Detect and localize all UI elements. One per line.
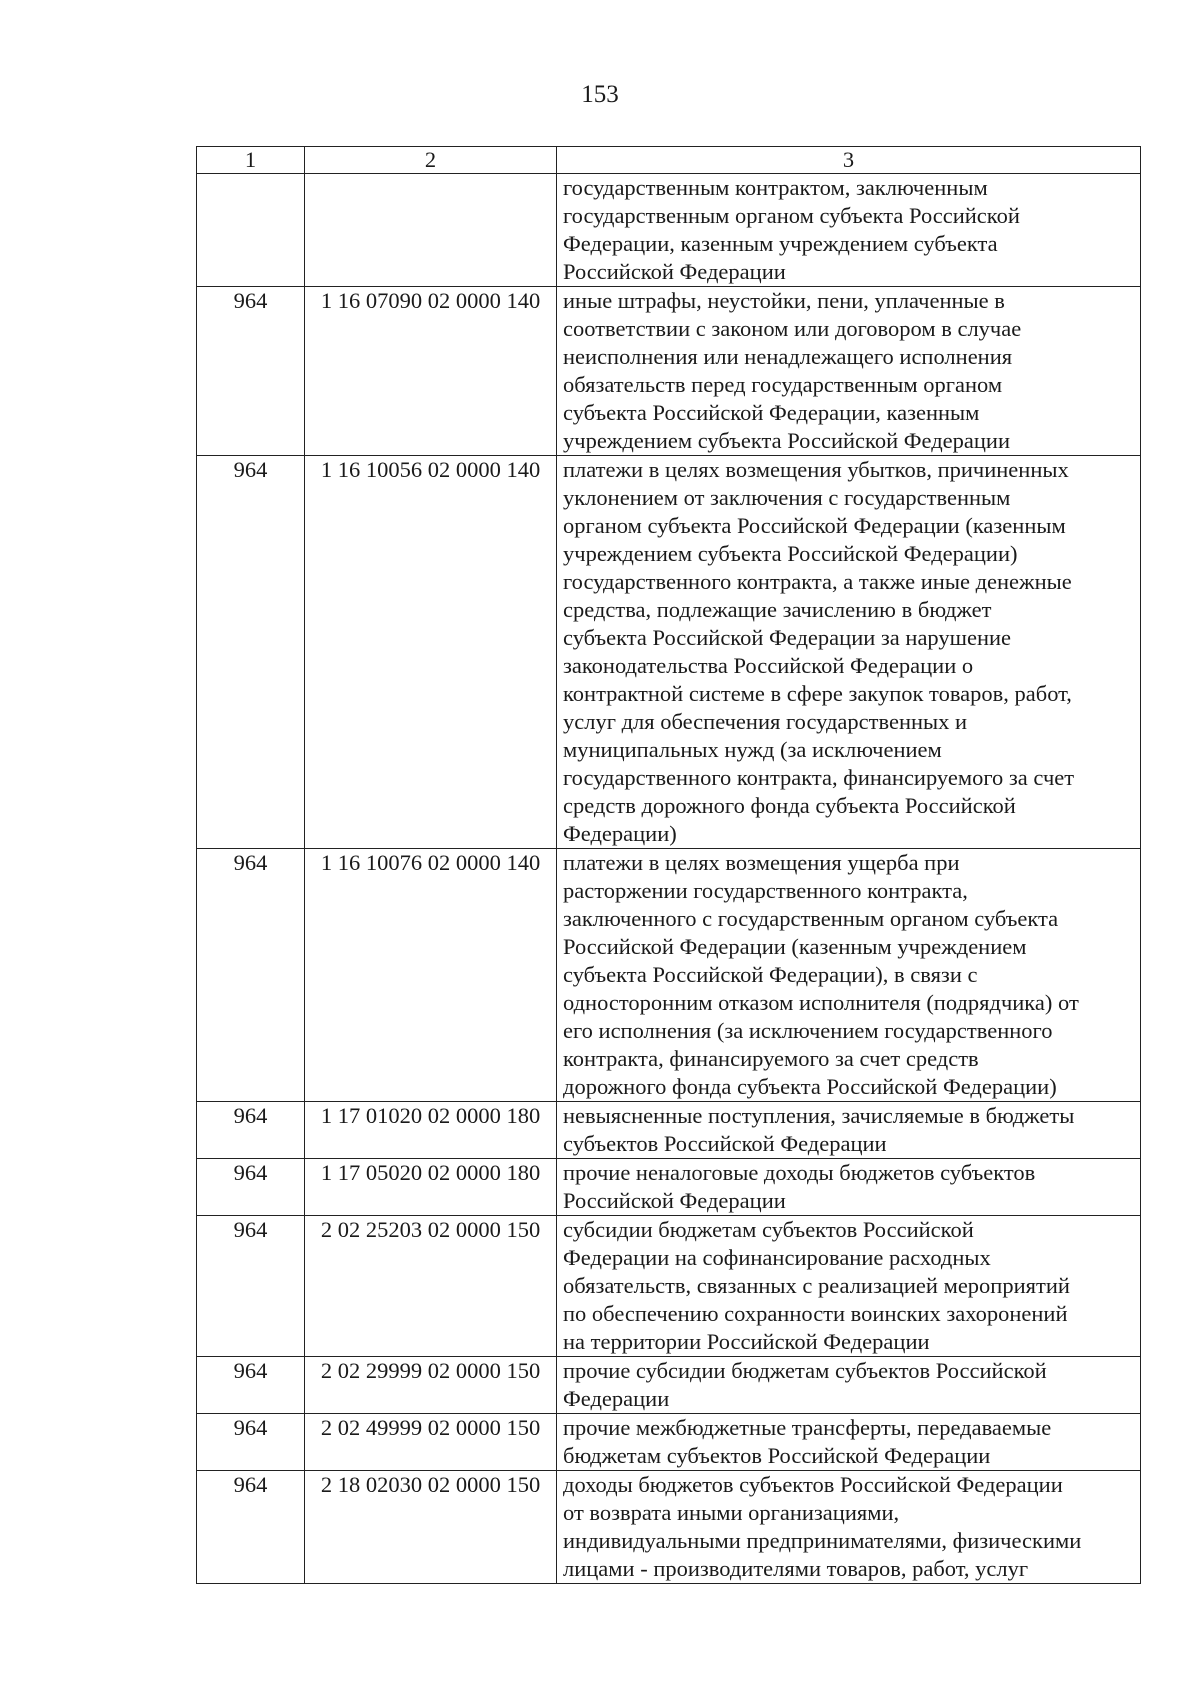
admin-code-cell: 964 xyxy=(197,849,305,1102)
description-line: государственным контрактом, заключенным xyxy=(563,175,988,200)
description-line: субъекта Российской Федерации за нарушение xyxy=(563,625,1012,650)
description-line: бюджетам субъектов Российской Федерации xyxy=(563,1443,991,1468)
description-line: прочие межбюджетные трансферты, передаваемые xyxy=(563,1415,1052,1440)
description-line: индивидуальными предпринимателями, физическими xyxy=(563,1528,1082,1553)
description-line: Российской Федерации (казенным учреждением xyxy=(563,934,1027,959)
header-col-3: 3 xyxy=(557,147,1141,174)
description-cell xyxy=(557,1357,1141,1414)
page-number: 153 xyxy=(581,81,619,108)
table-row xyxy=(197,174,1141,287)
description-line: Российской Федерации xyxy=(563,259,786,284)
description-cell xyxy=(557,1471,1141,1584)
description-cell xyxy=(557,174,1141,287)
description-line: Российской Федерации xyxy=(563,1188,786,1213)
table-row xyxy=(197,1102,1141,1159)
budget-code-cell: 1 16 10076 02 0000 140 xyxy=(305,849,557,1102)
header-col-1: 1 xyxy=(197,147,305,174)
budget-code-cell: 2 18 02030 02 0000 150 xyxy=(305,1471,557,1584)
description-line: учреждением субъекта Российской Федерации xyxy=(563,428,1010,453)
description-cell xyxy=(557,1414,1141,1471)
description-line: заключенного с государственным органом субъекта xyxy=(563,906,1059,931)
budget-code-cell: 1 16 07090 02 0000 140 xyxy=(305,287,557,456)
description-line: государственным органом субъекта Российской xyxy=(563,203,1020,228)
budget-code-cell: 1 17 05020 02 0000 180 xyxy=(305,1159,557,1216)
description-cell xyxy=(557,287,1141,456)
admin-code-cell: 964 xyxy=(197,1159,305,1216)
description-line: дорожного фонда субъекта Российской Федерации) xyxy=(563,1074,1057,1099)
admin-code-cell: 964 xyxy=(197,456,305,849)
description-line: доходы бюджетов субъектов Российской Федерации xyxy=(563,1472,1063,1497)
description-cell xyxy=(557,1216,1141,1357)
table-row xyxy=(197,1357,1141,1414)
table-row xyxy=(197,456,1141,849)
description-line: расторжении государственного контракта, xyxy=(563,878,968,903)
description-line: услуг для обеспечения государственных и xyxy=(563,709,968,734)
budget-code-cell: 2 02 49999 02 0000 150 xyxy=(305,1414,557,1471)
description-line: платежи в целях возмещения ущерба при xyxy=(563,850,960,875)
description-cell xyxy=(557,1159,1141,1216)
description-line: муниципальных нужд (за исключением xyxy=(563,737,942,762)
description-line: обязательств перед государственным органом xyxy=(563,372,1003,397)
description-line: субъектов Российской Федерации xyxy=(563,1131,887,1156)
description-line: субъекта Российской Федерации), в связи с xyxy=(563,962,978,987)
description-line: от возврата иными организациями, xyxy=(563,1500,900,1525)
description-line: неисполнения или ненадлежащего исполнения xyxy=(563,344,1013,369)
description-line: средств дорожного фонда субъекта Российской xyxy=(563,793,1016,818)
description-line: односторонним отказом исполнителя (подрядчика) от xyxy=(563,990,1079,1015)
description-line: законодательства Российской Федерации о xyxy=(563,653,974,678)
description-line: на территории Российской Федерации xyxy=(563,1329,930,1354)
description-line: иные штрафы, неустойки, пени, уплаченные в xyxy=(563,288,1005,313)
description-line: уклонением от заключения с государственным xyxy=(563,485,1011,510)
budget-code-cell: 2 02 29999 02 0000 150 xyxy=(305,1357,557,1414)
table-header-row xyxy=(197,147,1141,174)
admin-code-cell: 964 xyxy=(197,1414,305,1471)
description-line: соответствии с законом или договором в случае xyxy=(563,316,1022,341)
description-line: государственного контракта, а также иные денежные xyxy=(563,569,1072,594)
description-line: его исполнения (за исключением государственного xyxy=(563,1018,1053,1043)
description-line: лицами - производителями товаров, работ, услуг xyxy=(563,1556,1029,1581)
description-line: государственного контракта, финансируемого за счет xyxy=(563,765,1075,790)
budget-code-cell: 1 16 10056 02 0000 140 xyxy=(305,456,557,849)
description-line: Федерации на софинансирование расходных xyxy=(563,1245,991,1270)
admin-code-cell: 964 xyxy=(197,1216,305,1357)
description-line: контрактной системе в сфере закупок товаров, работ, xyxy=(563,681,1072,706)
revenue-codes-table xyxy=(196,146,1141,1584)
table-row xyxy=(197,1471,1141,1584)
budget-code-cell: 1 17 01020 02 0000 180 xyxy=(305,1102,557,1159)
description-line: субсидии бюджетам субъектов Российской xyxy=(563,1217,974,1242)
table-row xyxy=(197,1159,1141,1216)
description-line: Федерации, казенным учреждением субъекта xyxy=(563,231,998,256)
table-row xyxy=(197,1216,1141,1357)
admin-code-cell: 964 xyxy=(197,1357,305,1414)
admin-code-cell xyxy=(197,174,305,287)
description-line: средства, подлежащие зачислению в бюджет xyxy=(563,597,992,622)
table-row xyxy=(197,849,1141,1102)
description-line: прочие субсидии бюджетам субъектов Российской xyxy=(563,1358,1047,1383)
description-cell xyxy=(557,1102,1141,1159)
description-line: платежи в целях возмещения убытков, причиненных xyxy=(563,457,1069,482)
admin-code-cell: 964 xyxy=(197,1471,305,1584)
description-line: Федерации) xyxy=(563,821,677,846)
description-line: прочие неналоговые доходы бюджетов субъектов xyxy=(563,1160,1036,1185)
description-line: по обеспечению сохранности воинских захоронений xyxy=(563,1301,1068,1326)
description-line: невыясненные поступления, зачисляемые в бюджеты xyxy=(563,1103,1075,1128)
description-cell xyxy=(557,456,1141,849)
description-line: субъекта Российской Федерации, казенным xyxy=(563,400,980,425)
description-line: Федерации xyxy=(563,1386,670,1411)
table-row xyxy=(197,287,1141,456)
header-col-2: 2 xyxy=(305,147,557,174)
description-line: контракта, финансируемого за счет средств xyxy=(563,1046,979,1071)
description-cell xyxy=(557,849,1141,1102)
table-row xyxy=(197,1414,1141,1471)
admin-code-cell: 964 xyxy=(197,287,305,456)
budget-code-cell: 2 02 25203 02 0000 150 xyxy=(305,1216,557,1357)
budget-code-cell xyxy=(305,174,557,287)
description-line: обязательств, связанных с реализацией мероприятий xyxy=(563,1273,1070,1298)
admin-code-cell: 964 xyxy=(197,1102,305,1159)
description-line: органом субъекта Российской Федерации (казенным xyxy=(563,513,1066,538)
description-line: учреждением субъекта Российской Федерации) xyxy=(563,541,1018,566)
